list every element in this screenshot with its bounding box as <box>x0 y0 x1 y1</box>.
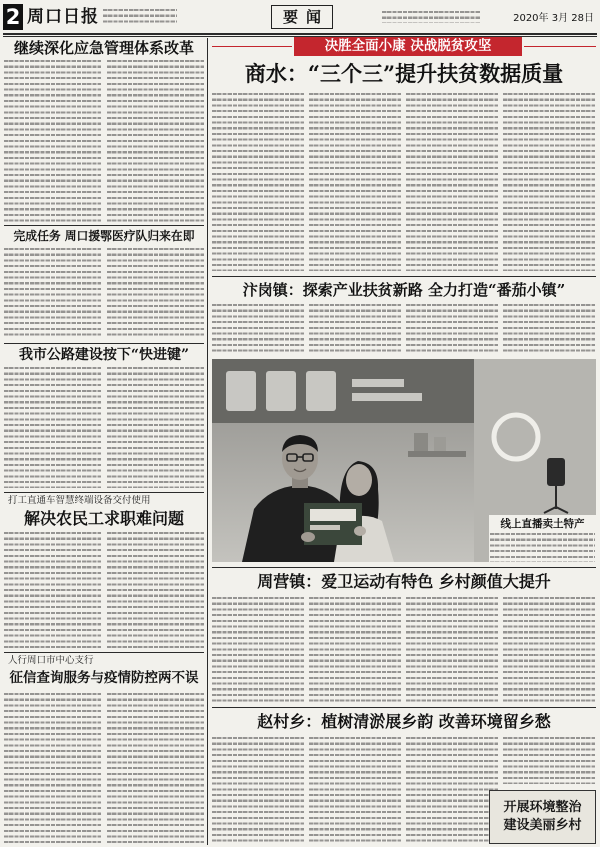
headline: 赵村乡：植树清淤展乡韵 改善环境留乡愁 <box>257 712 551 731</box>
banner-rule-right <box>524 46 596 47</box>
headline: 完成任务 周口援鄂医疗队归来在即 <box>13 229 195 243</box>
promo-box <box>489 790 596 844</box>
photo-caption-title: 线上直播卖土特产 <box>500 518 585 530</box>
banner-rule-left <box>212 46 292 47</box>
article-body-text <box>503 93 595 271</box>
article-body-text <box>212 597 304 702</box>
story-divider <box>212 276 596 277</box>
article-body-text <box>4 532 101 648</box>
article-body-text <box>503 304 595 355</box>
issue-date: 2020年 3月 28日 <box>513 13 594 24</box>
story-divider <box>212 707 596 708</box>
shelf <box>408 451 466 457</box>
headline: 周营镇：爱卫运动有特色 乡村颜值大提升 <box>257 572 551 591</box>
section-label: 要闻 <box>271 5 333 29</box>
article-body-text <box>212 304 304 355</box>
promo-line-1: 开展环境整治 <box>503 800 582 815</box>
article-body-text <box>4 693 101 843</box>
promo-line-2: 建设美丽乡村 <box>503 818 582 833</box>
article-body-text <box>406 737 498 843</box>
campaign-banner: 决胜全面小康 决战脱贫攻坚 <box>294 37 522 56</box>
kicker: 打工直通车智慧终端设备交付使用 <box>8 495 151 506</box>
masthead-rule <box>3 33 597 35</box>
column-divider <box>207 38 208 845</box>
masthead-meta-text <box>103 9 177 26</box>
lead-headline: 商水：“三个三”提升扶贫数据质量 <box>244 61 564 86</box>
article-body-text <box>107 248 204 339</box>
article-body-text <box>309 737 401 843</box>
article-body-text <box>107 60 204 222</box>
article-body-text <box>4 60 101 222</box>
article-body-text <box>406 93 498 271</box>
article-body-text <box>503 597 595 702</box>
headline: 我市公路建设按下“快进键” <box>18 347 190 363</box>
live-stream-photo <box>212 359 596 562</box>
article-body-text <box>107 693 204 843</box>
article-body-text <box>309 93 401 271</box>
article-body-text <box>4 248 101 339</box>
article-body-text <box>406 597 498 702</box>
photo-caption-text <box>490 533 595 562</box>
headline: 汴岗镇：探索产业扶贫新路 全力打造“番茄小镇” <box>242 281 566 299</box>
article-body-text <box>212 737 304 843</box>
story-divider <box>4 652 204 653</box>
headline: 解决农民工求职难问题 <box>23 509 184 528</box>
story-divider <box>4 343 204 344</box>
article-body-text <box>503 737 595 784</box>
masthead-contact-text <box>382 11 480 23</box>
page-number: 2 <box>5 5 21 29</box>
article-body-text <box>406 304 498 355</box>
article-body-text <box>212 93 304 271</box>
article-body-text <box>4 367 101 488</box>
article-body-text <box>309 597 401 702</box>
story-divider <box>4 225 204 226</box>
paper-name: 周口日报 <box>27 7 99 27</box>
story-divider <box>4 492 204 493</box>
man-hand <box>301 532 315 542</box>
shelf-goods <box>414 433 428 451</box>
article-body-text <box>107 367 204 488</box>
page-number-box <box>3 4 23 30</box>
headline: 征信查询服务与疫情防控两不误 <box>9 670 199 686</box>
shelf-goods <box>434 437 446 451</box>
story-divider <box>212 567 596 568</box>
woman-head <box>346 464 372 496</box>
headline: 继续深化应急管理体系改革 <box>13 39 194 57</box>
article-body-text <box>309 304 401 355</box>
woman-hand <box>354 526 366 536</box>
kicker: 人行周口市中心支行 <box>8 655 94 666</box>
article-body-text <box>107 532 204 648</box>
